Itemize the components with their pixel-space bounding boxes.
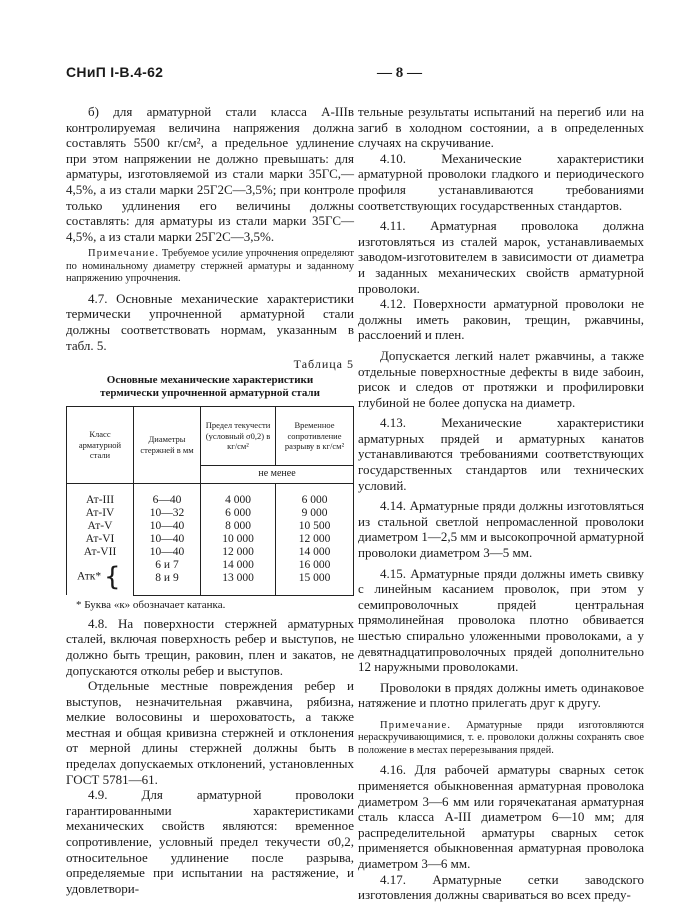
paragraph-4-7: 4.7. Основные механические характеристики термически упрочненной арматурной стали должны соответствовать нормам, указанным в табл. 5.	[66, 290, 354, 353]
paragraph-4-8b: Отдельные местные повреждения ребер и выступов, незначительная ржавчина, рябизна, мелкие волосовины и шероховатость, а также местная и общая кривизна стержней и отклонения от мерной длины стержней должны быть в пределах допускаемых отклонений, установленных ГОСТ 5781—61.	[66, 678, 354, 787]
table-label: Таблица 5	[293, 357, 354, 372]
paragraph-4-9: 4.9. Для арматурной проволоки гарантированными характеристиками механических свойств являются: временное сопротивление, условный предел текучести σ0,2, относительное удлинение после разрыва, определяемые при испытании на растяжение, и удовлетвори-	[66, 787, 354, 896]
paragraph-4-11: 4.11. Арматурная проволока должна изготовляться из сталей марок, устанавливаемых заводом-изготовителем в зависимости от диаметра и заданных механических свойств арматурной проволоки.	[358, 218, 644, 296]
paragraph-4-9-cont: тельные результаты испытаний на перегиб или на загиб в холодном состоянии, а в определенных случаях на скручивание.	[358, 104, 644, 151]
paragraph-4-17: 4.17. Арматурные сетки заводского изготовления должны свариваться во всех преду-	[358, 871, 644, 903]
paragraph-4-8: 4.8. На поверхности стержней арматурных сталей, включая поверхность ребер и выступов, не должно быть трещин, раковин, плен и закатов, не допускаются отколы ребер и выступов.	[66, 615, 354, 678]
page-header	[66, 64, 644, 82]
paragraph-4-10: 4.10. Механические характеристики арматурной проволоки гладкого и периодического профиля устанавливаются требованиями соответствующих государственных стандартов.	[358, 150, 644, 213]
paragraph-4-15b: Проволоки в прядях должны иметь одинаковое натяжение и плотно прилегать друг к другу.	[358, 679, 644, 711]
paragraph-4-15: 4.15. Арматурные пряди должны иметь свивку с линейным касанием проволок, при этом у семипроволочных прядей центральная прямолинейная проволока плотно обвивается шестью спирально уложенными проволоками, а у девятнадцатипроволочных прядей дополнительно 12 наружными проволоками.	[358, 565, 644, 675]
note	[66, 248, 354, 286]
col-header-diameter: Диаметры стержней в мм	[134, 407, 201, 484]
paragraph-b: б) для арматурной стали класса А-IIIв контролируемая величина напряжения должна составлять 5500 кг/см², а предельное удлинение при этом напряжении не должно превышать: для арматуры, изготовляемой из стали марки 35ГС,—4,5%, а из стали марки 25Г2С—3,5%; при контроле только удлинения его величины должны составлять: для арматуры из стали марки 35ГС—4,5%, а из стали марки 25Г2С—3,5%.	[66, 104, 354, 244]
left-column	[66, 104, 354, 896]
paragraph-4-13: 4.13. Механические характеристики арматурных прядей и арматурных канатов устанавливаются требованиями соответствующих государственных стандартов или технических условий.	[358, 415, 644, 493]
paragraph-4-14: 4.14. Арматурные пряди должны изготовляться из стальной светлой непромасленной проволоки диаметром 1—2,5 мм и высокопрочной арматурной проволоки диаметром 3—5 мм.	[358, 498, 645, 561]
paragraph-4-16: 4.16. Для рабочей арматуры сварных сеток применяется обыкновенная арматурная проволока диаметром 3—6 мм или горячекатаная арматурная сталь класса А-III диаметром 6—10 мм; для распределительной арматуры сварных сеток применяется обыкновенная арматурная проволока диаметром 3—6 мм.	[358, 762, 644, 872]
atk-class: Атк*	[77, 570, 102, 583]
right-column	[358, 104, 644, 903]
table-row: Ат-IV 10—32 6 000 9 000	[67, 507, 354, 520]
note-2-text: Арматурные пряди изготовляются нераскручивающимися, т. е. проволоки должны сохранять свое положение в местах перерезывания прядей.	[358, 719, 644, 756]
table-row: Ат-VII 10—40 12 000 14 000	[67, 546, 354, 559]
table-row: Ат-III 6—40 4 000 6 000	[67, 483, 354, 507]
note-text: Требуемое усилие упрочнения определяют по номинальному диаметру стержней арматуры и заданному напряжению упрочнения.	[66, 248, 354, 285]
paragraph-4-12: 4.12. Поверхности арматурной проволоки не должны иметь раковин, трещин, ржавчины, расслоений и плен.	[358, 296, 644, 343]
note-label: Примечание.	[88, 248, 160, 260]
document-code: СНиП I-В.4-62	[66, 64, 164, 80]
page-number: — 8 —	[377, 65, 422, 81]
table-row: 8 и 9 13 000 15 000	[67, 572, 354, 596]
brace-icon: {	[103, 561, 121, 592]
note-2	[358, 720, 644, 758]
table-row-atk: Атк* { 6 и 7 14 000 16 000	[67, 559, 354, 572]
col-header-min: не менее	[201, 466, 354, 484]
col-header-tensile: Временное сопротивление разрыву в кг/см²	[276, 407, 354, 466]
col-header-yield: Предел текучести (условный σ0,2) в кг/см²	[201, 407, 276, 466]
table-title: Основные механические характеристики термически упрочненной арматурной стали	[100, 374, 320, 400]
table-footnote: * Буква «к» обозначает катанка.	[76, 598, 226, 611]
mechanical-properties-table	[66, 406, 354, 596]
table-row: Ат-V 10—40 8 000 10 500	[67, 520, 354, 533]
note-2-label: Примечание.	[380, 719, 452, 731]
col-header-class: Класс арматурной стали	[67, 407, 134, 484]
paragraph-4-12b: Допускается легкий налет ржавчины, а также отдельные поверхностные дефекты в виде забоин, рисок и следов от протяжки и профилировки глубиной не более допуска на диаметр.	[358, 347, 644, 410]
table-row: Ат-VI 10—40 10 000 12 000	[67, 533, 354, 546]
